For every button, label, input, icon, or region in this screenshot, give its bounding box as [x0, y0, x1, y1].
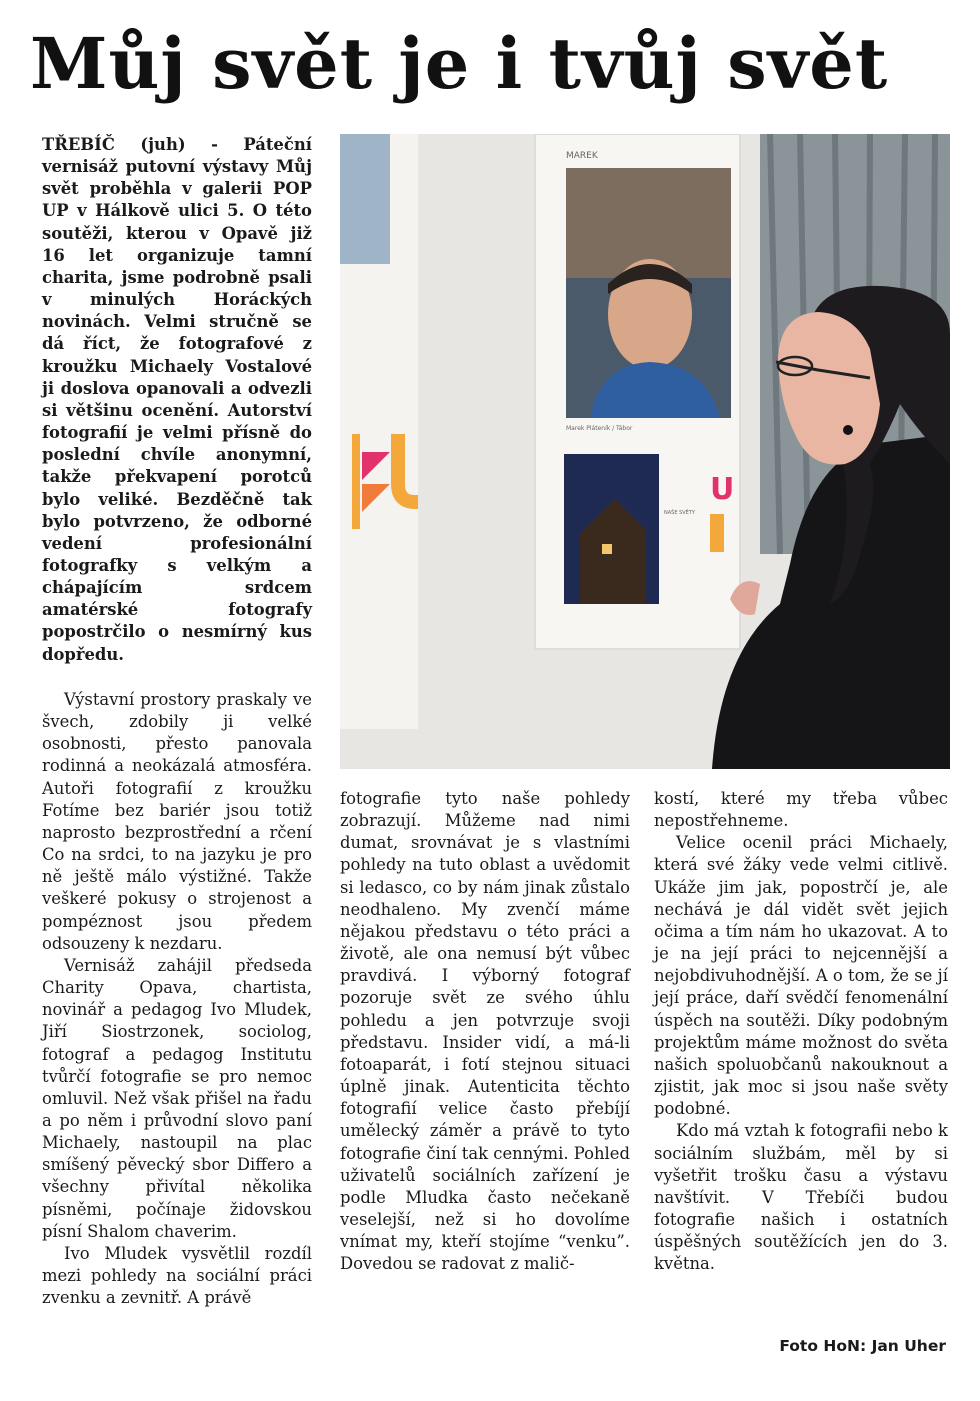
- headline: Můj svět je i tvůj svět: [30, 22, 889, 105]
- column-1: [42, 689, 312, 1309]
- panel2-caption: NAŠE SVĚTY: [664, 510, 695, 516]
- lead-text: Páteční vernisáž putovní výstavy Můj svět proběhla v galerii POP UP v Hálkově ulici 5. O této soutěži, kterou v Opavě již 16 let organizuje tamní charita, jsme podrobně psali v minulých Horáckých novinách. Velmi stručně se dá říct, že fotografové z kroužku Michaely Vostalové ji doslova opanovali a odvezli si většinu ocenění. Autorství fotografií je velmi přísně do poslední chvíle anonymní, takže překvapení porotců bylo veliké. Bezděčně tak bylo potvrzeno, že odborné vedení profesionální fotografky s velkým a chápajícím srdcem amatérské fotografy popostrčilo o nesmírný kus dopředu.: [42, 135, 312, 664]
- paragraph: Ivo Mludek vysvětlil rozdíl mezi pohledy na sociální práci zvenku a zevnitř. A právě: [42, 1243, 312, 1308]
- photo-illustration: [340, 134, 950, 769]
- column-3: [654, 788, 948, 1275]
- paragraph: Vernisáž zahájil předseda Charity Opava, chartista, novinář a pedagog Ivo Mludek, Jiří Siostrzonek, sociolog, fotograf a pedagog Institutu tvůrčí fotografie se pro nemoc omluvil. Než však přišel na řadu a po něm i průvodní slovo paní Michaely, nastoupil na plac smíšený pěvecký sbor Differo a všechny přivítal několika písněmi, počínaje židovskou písní Shalom chaverim.: [42, 955, 312, 1241]
- paragraph: Velice ocenil práci Michaely, která své žáky vede velmi citlivě. Ukáže jim jak, popostrčí je, ale nechává je dál vidět svět jejich očima a tím nám ho ukazovat. A to je na její práci to nejcennější a nejobdivuhodnější. A o tom, že se jí její práce, daří svědčí fenomenální úspěch na soutěži. Díky podobným projektům máme možnost do světa našich spoluobčanů nakouknout a zjistit, jak moc si jsou naše světy podobné.: [654, 833, 948, 1119]
- paragraph: Kdo má vztah k fotografii nebo k sociálním službám, měl by si vyšetřit trošku času a výstavu navštívit. V Třebíči budou fotografie našich i ostatních úspěšných soutěžících jen do 3. května.: [654, 1121, 948, 1274]
- paragraph: fotografie tyto naše pohledy zobrazují. Můžeme nad nimi dumat, srovnávat je s vlastními pohledy na tuto oblast a uvědomit si ledasco, co by nám jinak zůstalo neodhaleno. My zvenčí máme nějakou představu o této práci a životě, ale ona nemusí být vůbec pravdivá. I výborný fotograf pozoruje svět ze svého úhlu pohledu a jen potvrzuje svoji představu. Insider vidí, a má-li fotoaparát, i fotí stejnou situaci úplně jinak. Autenticita těchto fotografií velice často přebíjí umělecký záměr a právě to tyto fotografie činí tak cennými. Pohled uživatelů sociálních zařízení je podle Mludka často nečekaně veselejší, než si ho dovolíme vnímat my, kteří stojíme “venku”. Dovedou se radovat z malič-: [340, 789, 630, 1274]
- photo-credit: Foto HoN: Jan Uher: [779, 1337, 946, 1355]
- paragraph: kostí, které my třeba vůbec nepostřehneme.: [654, 789, 948, 831]
- panel-logo: U: [710, 472, 735, 507]
- dateline: TŘEBÍČ (juh) -: [42, 135, 218, 154]
- column-2: [340, 788, 630, 1275]
- panel-name: MAREK: [566, 151, 598, 161]
- lead-paragraph: [42, 134, 312, 666]
- panel-caption: Marek Pláteník / Tábor: [566, 425, 633, 432]
- paragraph: Výstavní prostory praskaly ve švech, zdobily ji velké osobnosti, přesto panovala rodinná a neokázalá atmosféra. Autoři fotografií z kroužku Fotíme bez bariér jsou totiž naprosto bezprostřední a rčení Co na srdci, to na jazyku je pro ně ještě málo výstižné. Takže veškeré pokusy o strojenost a pompéznost jsou předem odsouzeny k nezdaru.: [42, 690, 312, 953]
- exhibition-photo: [340, 134, 950, 769]
